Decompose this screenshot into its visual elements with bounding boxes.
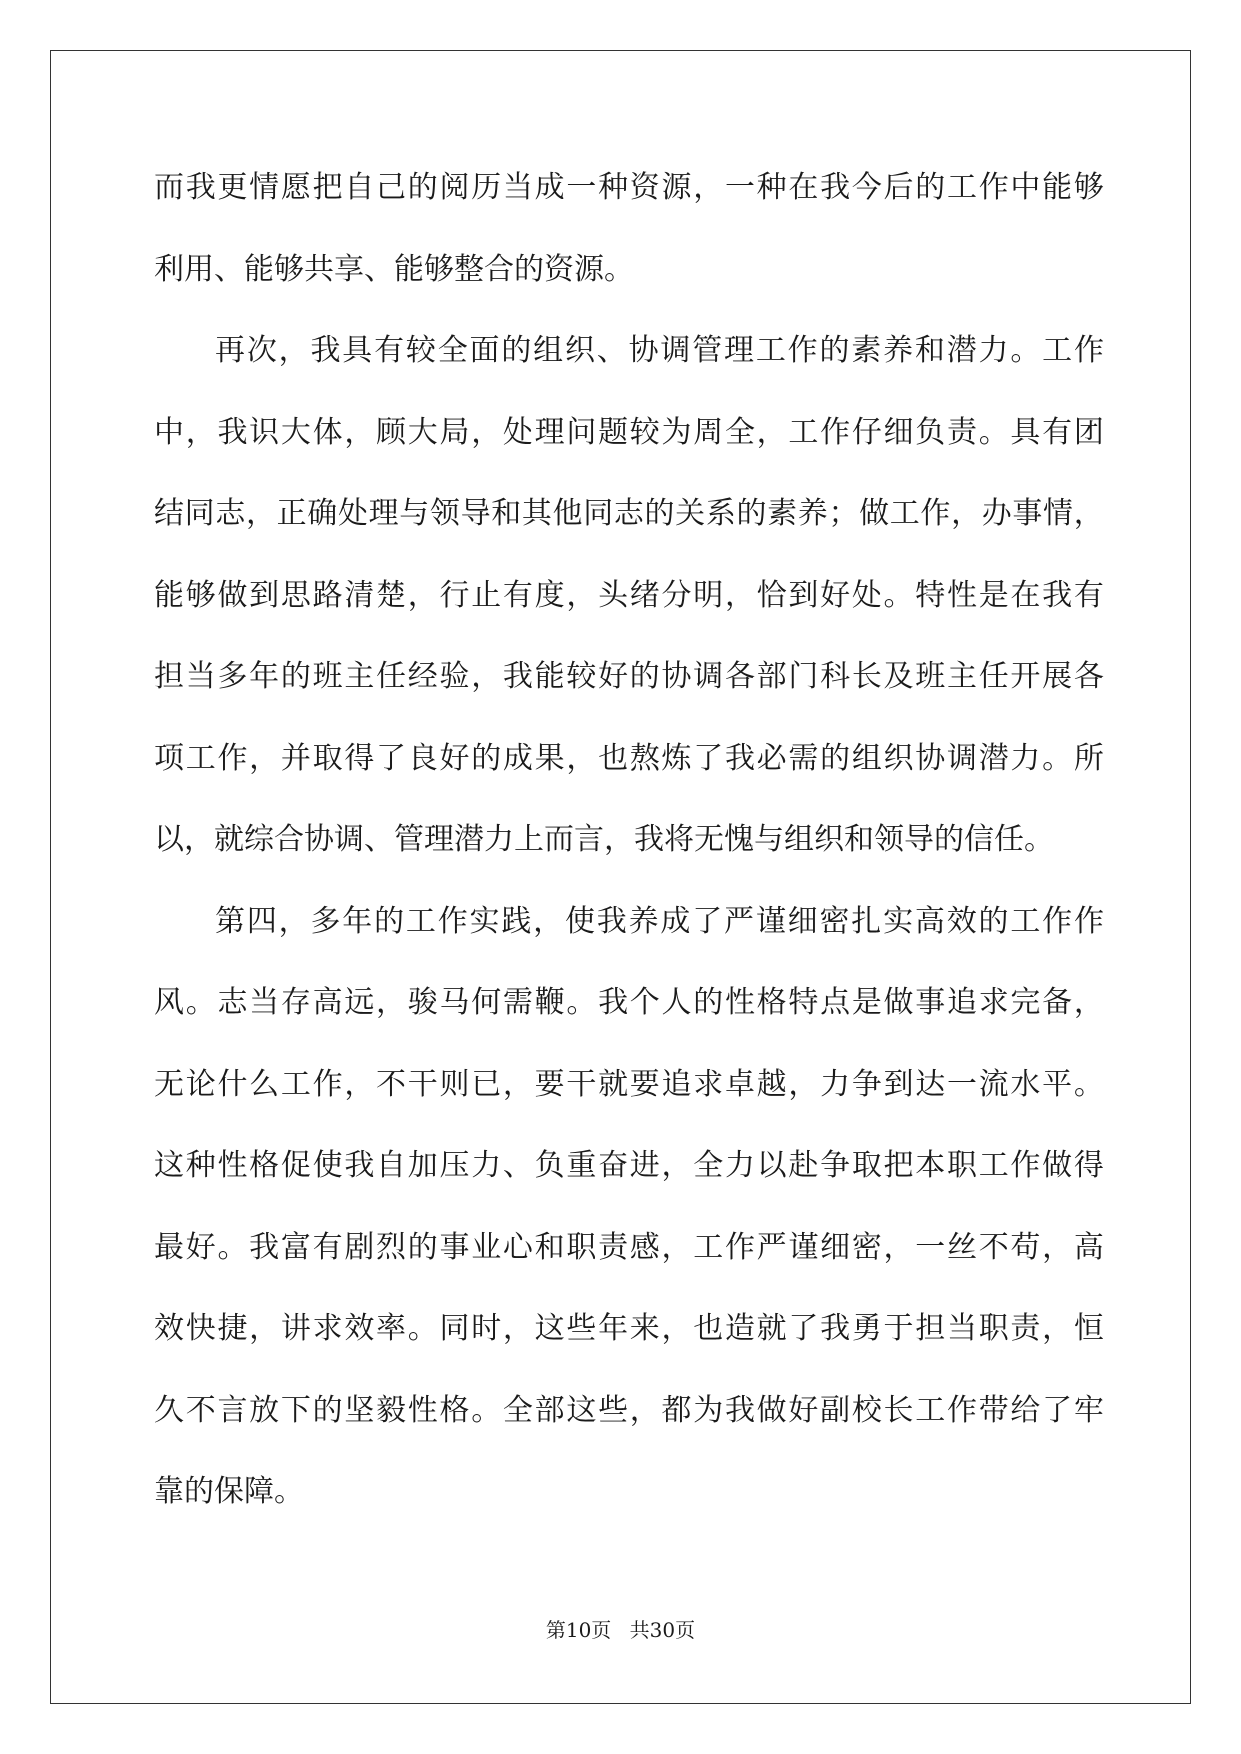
text-line: 而 我 更 情 愿 把 自 己 的 阅 历 当 成 一 种 资 源 ， 一 种 在 我 今 后 的 工 作 中 能 够 [154,170,1104,205]
page-footer [0,1614,1241,1643]
text-line: 无 论 什 么 工 作 ， 不 干 则 已 ， 要 干 就 要 追 求 卓 越 ， 力 争 到 达 一 流 水 平 。 [154,1066,1104,1102]
total-page-count: 共30页 [629,1618,696,1642]
text-line: 再 次 ， 我 具 有 较 全 面 的 组 织 、 协 调 管 理 工 作 的 素 养 和 潜 力 。 工 作 [215,333,1104,368]
text-line: 以，就综合协调、管理潜力上而言，我将无愧与组织和领导的信任。 [154,822,1054,857]
document-body [154,159,1104,1545]
current-page-number: 第10页 [545,1618,612,1642]
text-line: 效 快 捷 ， 讲 求 效 率 。 同 时 ， 这 些 年 来 ， 也 造 就 了 我 勇 于 担 当 职 责 ， 恒 [154,1311,1104,1346]
text-line: 靠的保障。 [154,1474,304,1509]
text-line: 结 同 志 ， 正 确 处 理 与 领 导 和 其 他 同 志 的 关 系 的 素 养 ； 做 工 作 ， 办 事 情 ， [154,496,1104,531]
text-line: 最 好 。 我 富 有 剧 烈 的 事 业 心 和 职 责 感 ， 工 作 严 谨 细 密 ， 一 丝 不 苟 ， 高 [154,1229,1104,1265]
text-line: 担 当 多 年 的 班 主 任 经 验 ， 我 能 较 好 的 协 调 各 部 门 科 长 及 班 主 任 开 展 各 [154,659,1104,694]
text-line: 能 够 做 到 思 路 清 楚 ， 行 止 有 度 ， 头 绪 分 明 ， 恰 到 好 处 。 特 性 是 在 我 有 [154,577,1104,613]
text-line: 中 ， 我 识 大 体 ， 顾 大 局 ， 处 理 问 题 较 为 周 全 ， 工 作 仔 细 负 责 。 具 有 团 [154,414,1104,450]
text-line: 利用、能够共享、能够整合的资源。 [154,251,634,287]
text-line: 久 不 言 放 下 的 坚 毅 性 格 。 全 部 这 些 ， 都 为 我 做 好 副 校 长 工 作 带 给 了 牢 [154,1392,1104,1428]
text-line: 项 工 作 ， 并 取 得 了 良 好 的 成 果 ， 也 熬 炼 了 我 必 需 的 组 织 协 调 潜 力 。 所 [154,740,1104,776]
text-line: 第 四 ， 多 年 的 工 作 实 践 ， 使 我 养 成 了 严 谨 细 密 扎 实 高 效 的 工 作 作 [215,903,1104,939]
text-line: 这 种 性 格 促 使 我 自 加 压 力 、 负 重 奋 进 ， 全 力 以 赴 争 取 把 本 职 工 作 做 得 [154,1148,1104,1183]
text-line: 风 。 志 当 存 高 远 ， 骏 马 何 需 鞭 。 我 个 人 的 性 格 特 点 是 做 事 追 求 完 备 ， [154,985,1104,1020]
